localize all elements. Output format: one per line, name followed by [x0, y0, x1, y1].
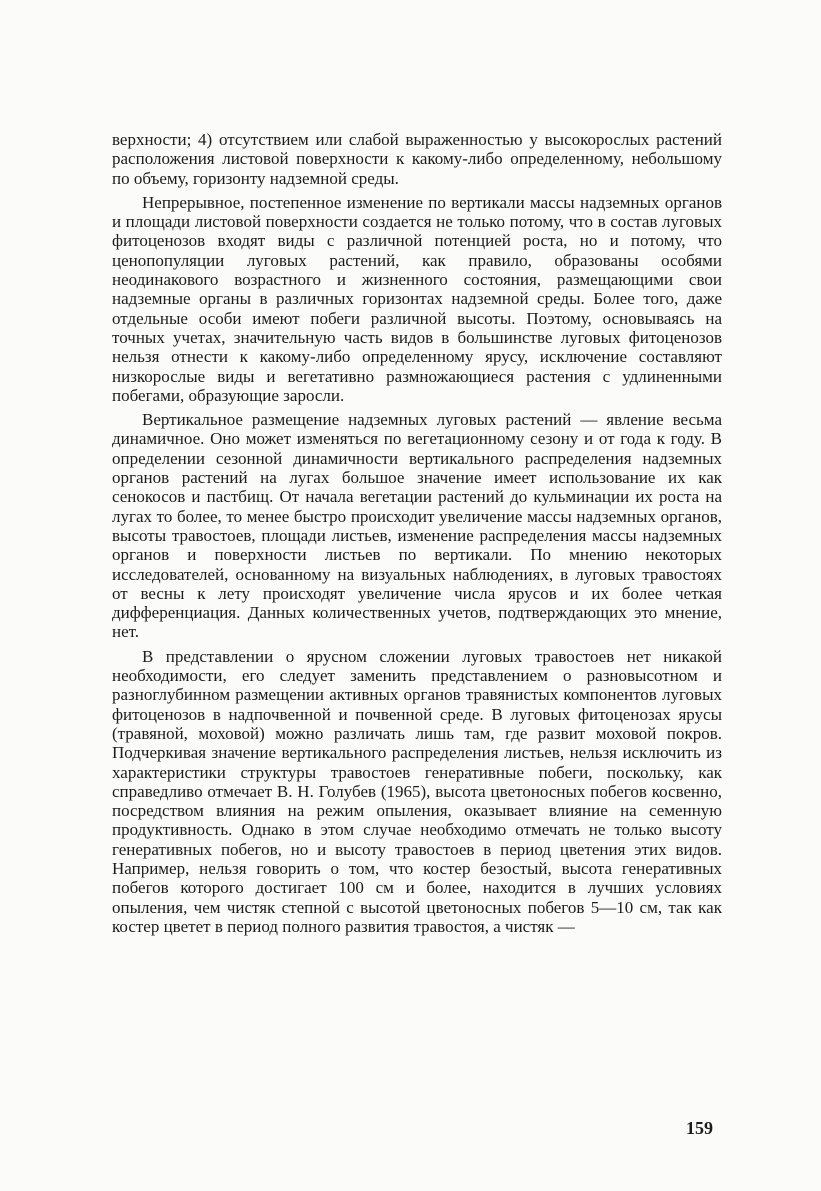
paragraph-continuation: верхности; 4) отсутствием или слабой выраженностью у высокорослых растений расположения листовой поверхности к какому-либо определенному, небольшому по объему, горизонту надземной среды.	[112, 130, 722, 188]
paragraph-layered-structure: В представлении о ярусном сложении луговых травостоев нет никакой необходимости, его следует заменить представлением о разновысотном и разноглубинном размещении активных органов травянистых компонентов луговых фитоценозов в надпочвенной и почвенной среде. В луговых фитоценозах ярусы (травяной, моховой) можно различать лишь там, где развит моховой покров. Подчеркивая значение вертикального распределения листьев, нельзя исключить из характеристики структуры травостоев генеративные побеги, поскольку, как справедливо отмечает В. Н. Голубев (1965), высота цветоносных побегов косвенно, посредством влияния на режим опыления, оказывает влияние на семенную продуктивность. Однако в этом случае необходимо отмечать не только высоту генеративных побегов, но и высоту травостоев в период цветения этих видов. Например, нельзя говорить о том, что костер безостый, высота генеративных побегов которого достигает 100 см и более, находится в лучших условиях опыления, чем чистяк степной с высотой цветоносных побегов 5—10 см, так как костер цветет в период полного развития травостоя, а чистяк —	[112, 646, 722, 936]
body-text	[112, 130, 722, 936]
paragraph-vertical-change: Непрерывное, постепенное изменение по вертикали массы надземных органов и площади листовой поверхности создается не только потому, что в состав луговых фитоценозов входят виды с различной потенцией роста, но и потому, что ценопопуляции луговых растений, как правило, образованы особями неодинакового возрастного и жизненного состояния, размещающими свои надземные органы в различных горизонтах надземной среды. Более того, даже отдельные особи имеют побеги различной высоты. Поэтому, основываясь на точных учетах, значительную часть видов в большинстве луговых фитоценозов нельзя отнести к какому-либо определенному ярусу, исключение составляют низкорослые виды и вегетативно размножающиеся растения с удлиненными побегами, образующие заросли.	[112, 192, 722, 405]
page-number: 159	[686, 1118, 713, 1138]
paragraph-vertical-placement: Вертикальное размещение надземных луговых растений — явление весьма динамичное. Оно может изменяться по вегетационному сезону и от года к году. В определении сезонной динамичности вертикального распределения надземных органов растений на лугах большое значение имеет использование их как сенокосов и пастбищ. От начала вегетации растений до кульминации их роста на лугах то более, то менее быстро происходит увеличение массы надземных органов, высоты травостоев, площади листьев, изменение распределения массы надземных органов и поверхности листьев по вертикали. По мнению некоторых исследователей, основанному на визуальных наблюдениях, в луговых травостоях от весны к лету происходят увеличение числа ярусов и их более четкая дифференциация. Данных количественных учетов, подтверждающих это мнение, нет.	[112, 410, 722, 642]
